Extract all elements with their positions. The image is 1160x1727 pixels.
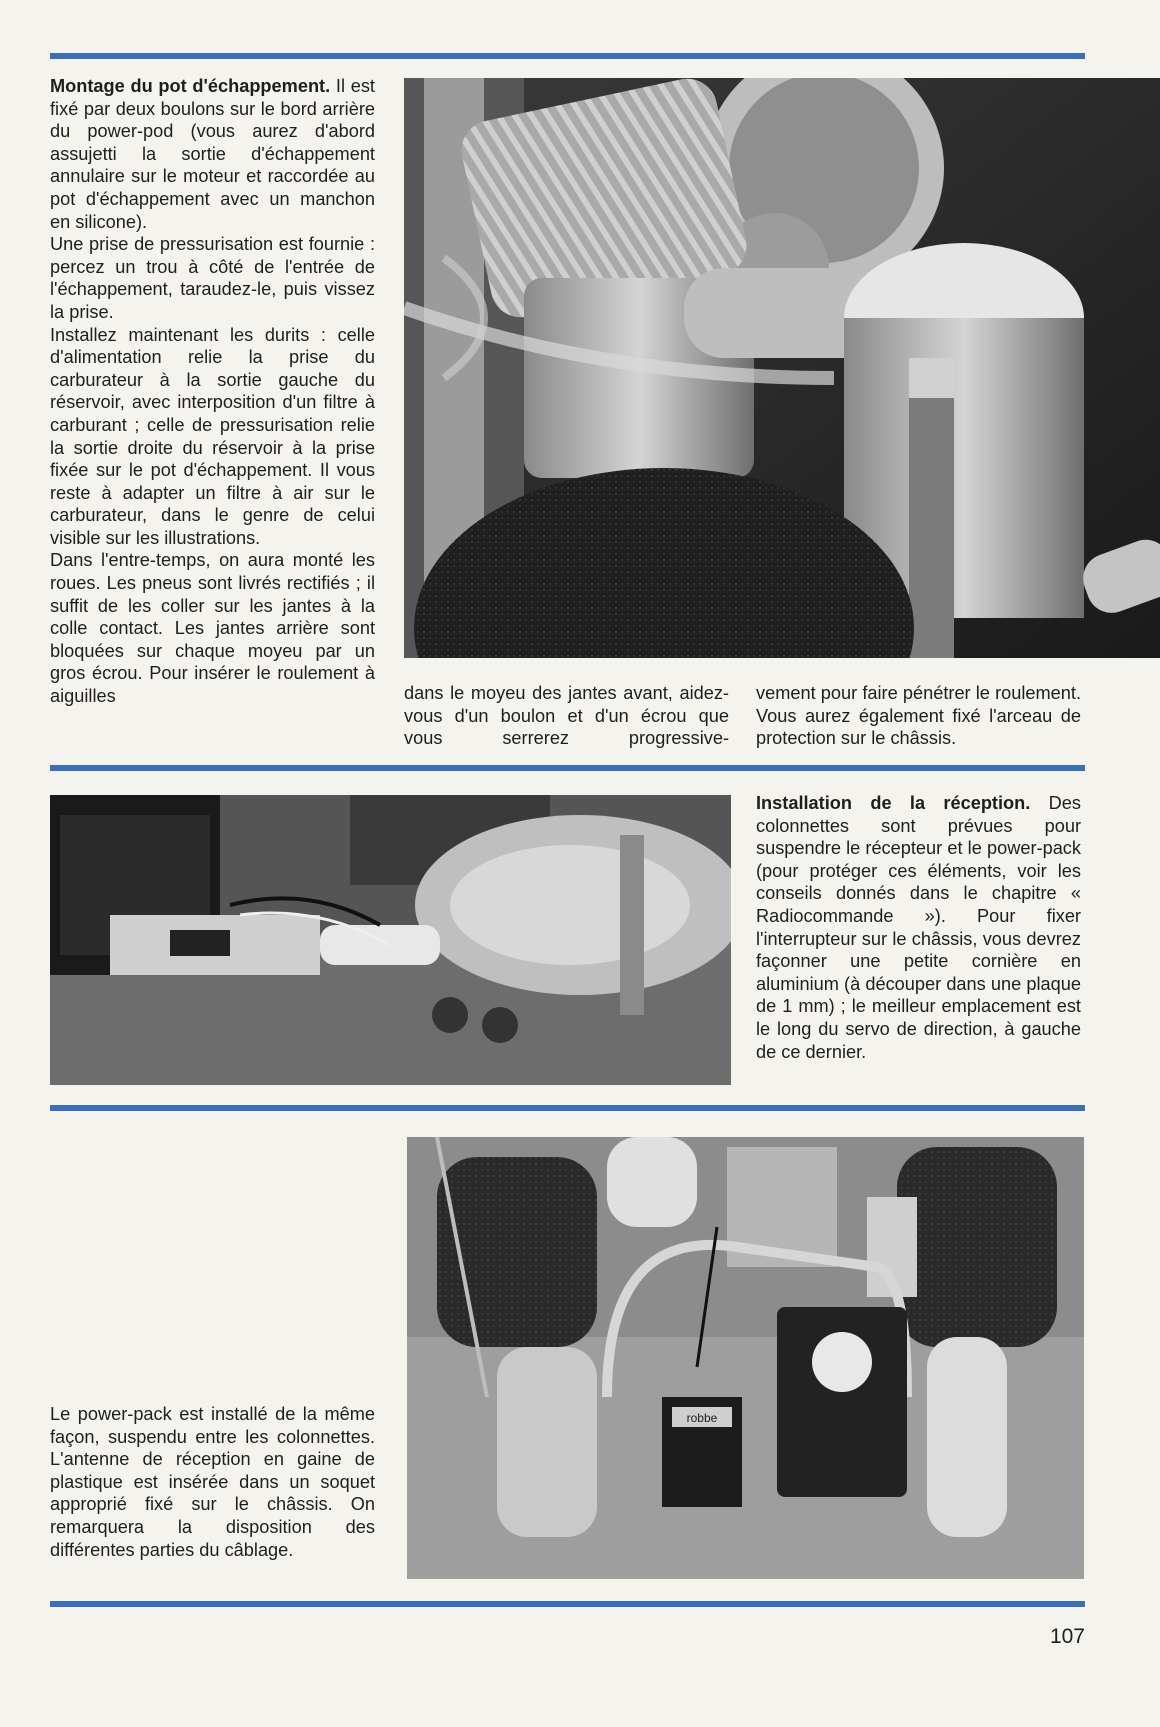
page-number: 107 <box>1049 1625 1085 1648</box>
engine-exhaust-photo <box>404 78 1160 658</box>
chassis-overview-photo <box>407 1137 1084 1579</box>
exhaust-paragraph-3: Installez maintenant les durits : celle d'alimentation relie la prise du carburateur à la sortie gauche du réservoir, avec interposition d'un filtre à carburant ; celle de pressurisation relie la sortie droite du réservoir à la prise fixée sur le pot d'échappement. Il vous reste à adapter un filtre à air sur le carburateur, dans le genre de celui visible sur les illustrations. <box>50 324 375 548</box>
section-rule-2 <box>50 1105 1085 1111</box>
section-rule-1 <box>50 765 1085 771</box>
continuation-middle: dans le moyeu des jantes avant, aidez-vous d'un boulon et d'un écrou que vous serrerez progressive- <box>404 683 729 749</box>
reception-text-column <box>756 792 1081 1063</box>
exhaust-paragraph-1: Il est fixé par deux boulons sur le bord arrière du power-pod (vous aurez d'abord assujetti la sortie d'échappement annulaire sur le moteur et raccordée au pot d'échappement avec un manchon en silicone). <box>50 76 375 232</box>
bottom-rule <box>50 1601 1085 1607</box>
continuation-right: vement pour faire pénétrer le roulement. Vous aurez également fixé l'arceau de protection sur le châssis. <box>756 683 1081 749</box>
exhaust-heading: Montage du pot d'échappement. <box>50 76 331 96</box>
exhaust-text-column <box>50 75 375 708</box>
servo-label: robbe <box>686 1411 718 1425</box>
reception-body: Des colonnettes sont prévues pour suspendre le récepteur et le power-pack (pour protéger ces éléments, voir les conseils donnés dans le chapitre « Radiocommande »). Pour fixer l'interrupteur sur le châssis, vous devrez façonner une petite cornière en aluminium (à découper dans une plaque de 1 mm) ; le meilleur emplacement est le long du servo de direction, à gauche de ce dernier. <box>756 793 1081 1062</box>
reception-heading: Installation de la réception. <box>756 793 1031 813</box>
exhaust-paragraph-4: Dans l'entre-temps, on aura monté les roues. Les pneus sont livrés rectifiés ; il suffit de les coller sur les jantes à la colle contact. Les jantes arrière sont bloquées sur chaque moyeu par un gros écrou. Pour insérer le roulement à aiguilles <box>50 550 375 707</box>
receiver-switch-photo <box>50 795 731 1085</box>
top-rule <box>50 53 1085 59</box>
exhaust-paragraph-2: Une prise de pressurisation est fournie : percez un trou à côté de l'entrée de l'échappement, taraudez-le, puis vissez la prise. <box>50 234 375 322</box>
powerpack-caption: Le power-pack est installé de la même façon, suspendu entre les colonnettes. L'antenne de réception en gaine de plastique est insérée dans un soquet approprié fixé sur le châssis. On remarquera la disposition des différentes parties du câblage. <box>50 1404 375 1560</box>
